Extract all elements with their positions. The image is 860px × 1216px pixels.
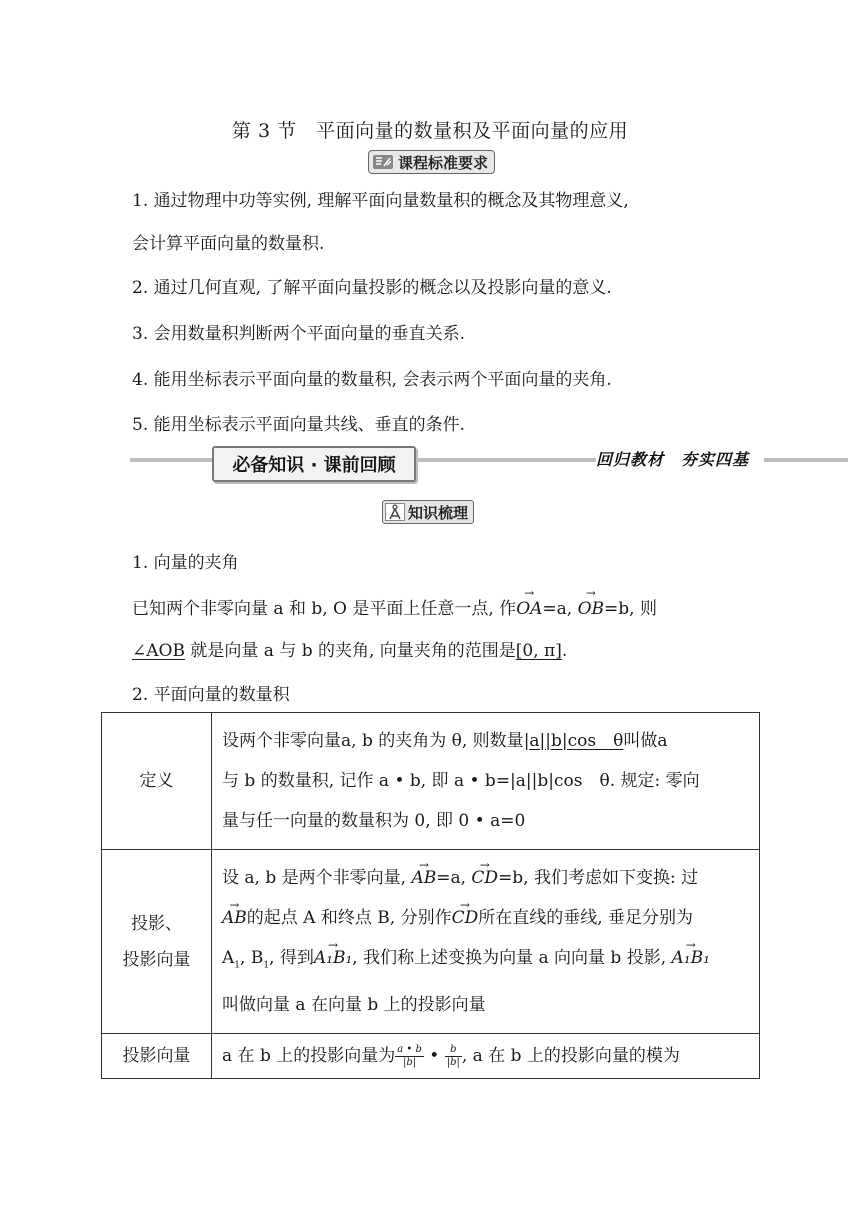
requirement-line: 5. 能用坐标表示平面向量共线、垂直的条件. [132, 415, 466, 435]
vector-A1B1: → A₁B₁ [314, 938, 352, 978]
text: a 在 b 上的投影向量为 [222, 1046, 396, 1067]
definition-cell [212, 713, 760, 850]
requirement-line: 会计算平面向量的数量积. [132, 234, 325, 254]
angle-definition-line1 [132, 594, 657, 619]
requirements-badge [368, 150, 495, 174]
denominator: |b| [402, 1057, 417, 1069]
vector-AB: → AB [411, 858, 436, 898]
text: , 我们称上述变换为向量 a 向向量 b 投影, [352, 948, 672, 968]
denominator: |b| [446, 1057, 460, 1069]
text: • [423, 1046, 445, 1067]
fraction [395, 1044, 424, 1069]
text: 1 [234, 960, 241, 971]
text: . [561, 641, 568, 661]
knowledge-badge [382, 500, 474, 524]
vector-AB: → AB [222, 898, 247, 938]
banner-rule-middle [410, 458, 596, 462]
answer-dot-product: |a||b|cos θ [523, 731, 624, 751]
vector-A1B1: → A₁B₁ [672, 938, 710, 978]
requirement-line: 1. 通过物理中功等实例, 理解平面向量数量积的概念及其物理意义, [132, 191, 629, 211]
text: , a 在 b 上的投影向量的模为 [461, 1046, 680, 1067]
banner-rule-right [764, 458, 848, 462]
requirement-line: 4. 能用坐标表示平面向量的数量积, 会表示两个平面向量的夹角. [132, 370, 612, 390]
text: 设 a, b 是两个非零向量, [222, 868, 412, 888]
projection-vector-cell [212, 1034, 760, 1079]
text: 1 [263, 960, 270, 971]
text: 所在直线的垂线, 垂足分别为 [478, 908, 694, 928]
text: , 得到 [269, 948, 314, 968]
requirement-line: 2. 通过几何直观, 了解平面向量投影的概念以及投影向量的意义. [132, 278, 612, 298]
text: 已知两个非零向量 a 和 b, O 是平面上任意一点, 作 [132, 599, 517, 619]
text: =a, [436, 868, 472, 888]
answer-range: [0, π] [515, 641, 562, 661]
requirement-line: 3. 会用数量积判断两个平面向量的垂直关系. [132, 324, 466, 344]
row-header-definition: 定义 [102, 713, 212, 850]
dot-product-table [101, 712, 760, 1079]
vector-OA: → OA [516, 599, 542, 619]
table-row [102, 1034, 760, 1079]
text: 就是向量 a 与 b 的夹角, 向量夹角的范围是 [184, 641, 516, 661]
text: =a, [542, 599, 578, 619]
vector-CD: → CD [452, 898, 479, 938]
text: =b, 我们考虑如下变换: 过 [498, 868, 699, 888]
requirements-badge-label: 课程标准要求 [398, 153, 489, 172]
book-icon [372, 154, 394, 170]
text: 投影、 [131, 913, 182, 934]
page-title: 第 3 节 平面向量的数量积及平面向量的应用 [231, 120, 629, 142]
compass-icon [385, 503, 405, 521]
numerator: a • b [397, 1044, 422, 1056]
text: 的起点 A 和终点 B, 分别作 [246, 908, 452, 928]
text: 投影向量 [122, 949, 191, 970]
section-heading: 1. 向量的夹角 [132, 553, 239, 573]
text: A [222, 948, 235, 968]
row-header-projection-vector: 投影向量 [102, 1034, 212, 1079]
numerator: b [445, 1044, 462, 1057]
fraction [445, 1044, 462, 1069]
table-row [102, 713, 760, 850]
projection-cell [212, 850, 760, 1034]
answer-angle: ∠AOB [132, 641, 185, 661]
text: 叫做a [623, 731, 668, 751]
angle-definition-line2 [132, 636, 567, 661]
text: 与 b 的数量积, 记作 a • b, 即 a • b=|a||b|cos θ. 规定: 零向 [222, 771, 700, 791]
text: =b, 则 [604, 599, 657, 619]
text: 设两个非零向量a, b 的夹角为 θ, 则数量 [222, 731, 524, 751]
vector-OB: → OB [578, 599, 604, 619]
row-header-projection [102, 850, 212, 1034]
knowledge-badge-label: 知识梳理 [408, 503, 469, 522]
section-heading: 2. 平面向量的数量积 [132, 685, 290, 705]
table-row [102, 850, 760, 1034]
text: , B [240, 948, 264, 968]
banner-slogan: 回归教材 夯实四基 [596, 450, 750, 469]
vector-CD: → CD [471, 858, 498, 898]
section-banner: 必备知识 · 课前回顾 [212, 446, 416, 482]
text: 量与任一向量的数量积为 0, 即 0 • a=0 [222, 811, 526, 831]
text: 叫做向量 a 在向量 b 上的投影向量 [222, 995, 486, 1016]
banner-rule-left [130, 458, 214, 462]
